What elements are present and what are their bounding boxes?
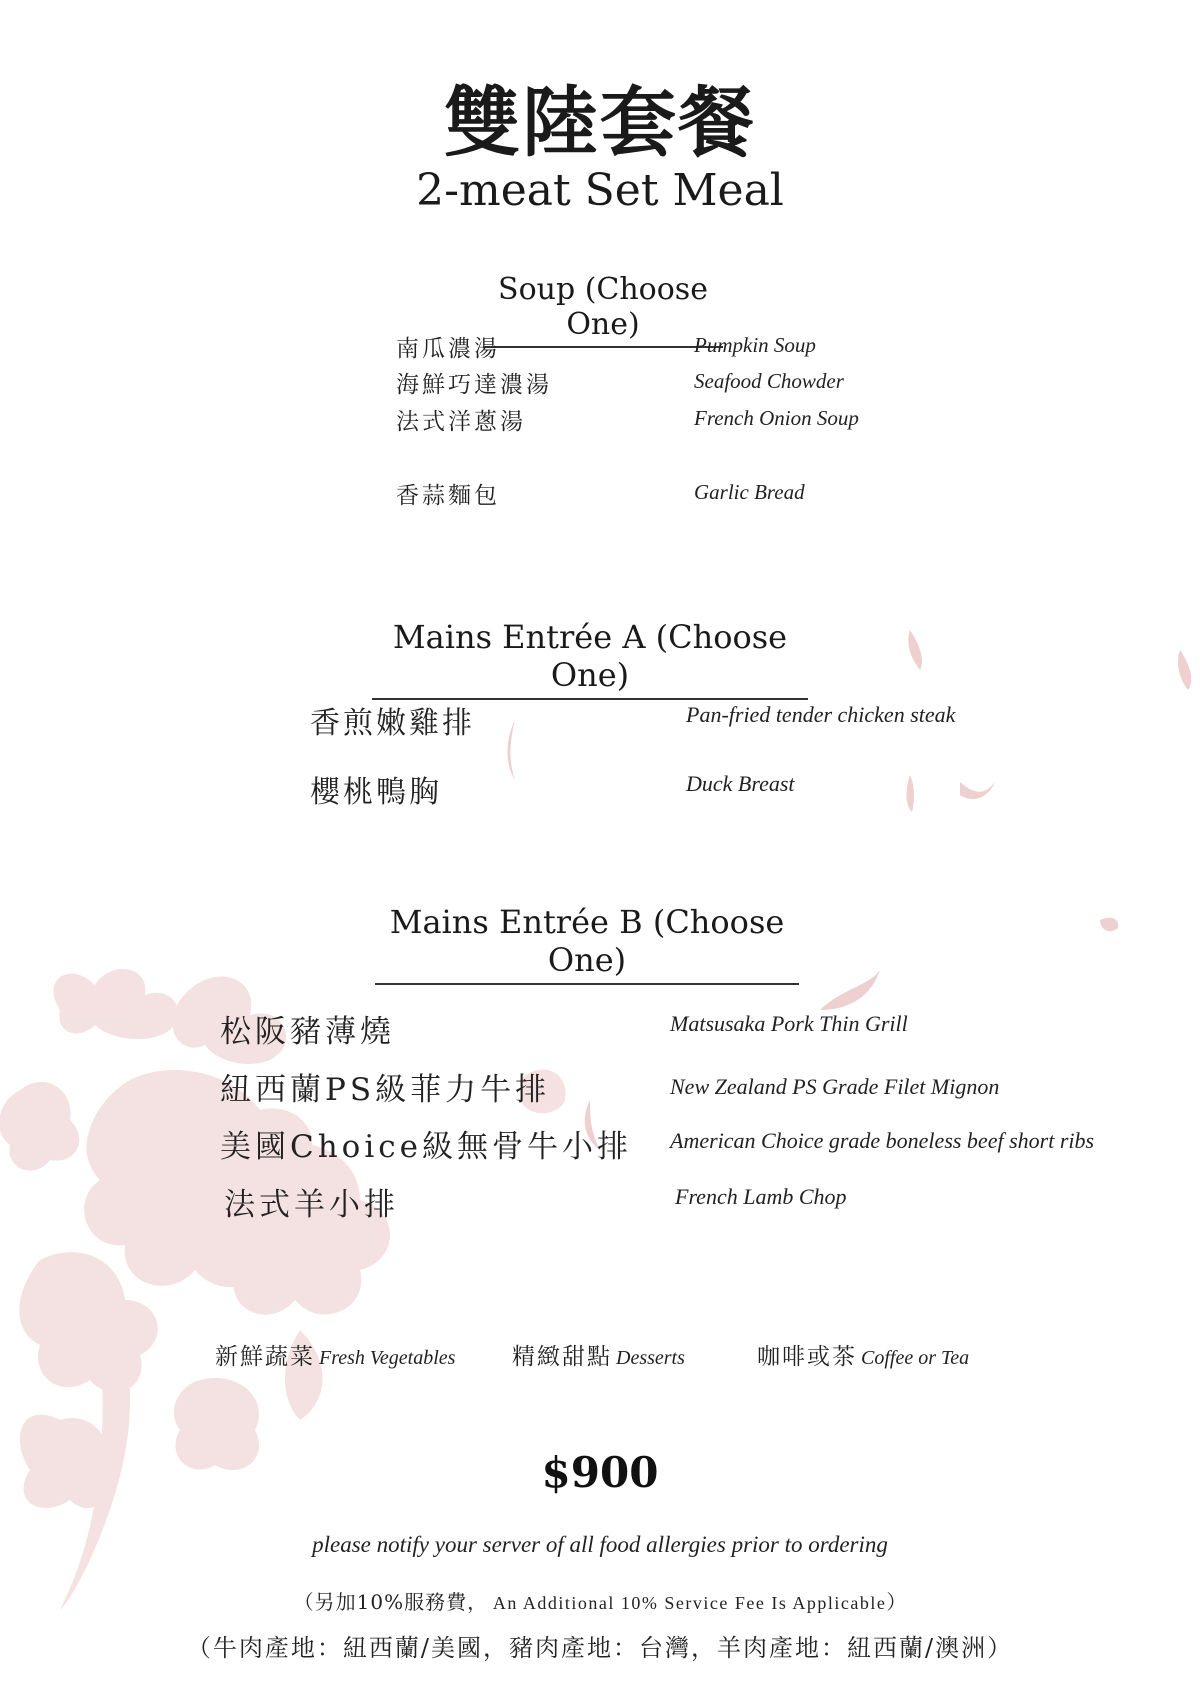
mains-b-item-zh: 法式羊小排 xyxy=(224,1187,399,1223)
soup-item-zh: 法式洋蔥湯 xyxy=(396,409,526,435)
extra-item-en: Desserts xyxy=(616,1347,685,1369)
soup-heading: Soup (Choose One) xyxy=(483,272,723,348)
allergy-note: please notify your server of all food allergies prior to ordering xyxy=(312,1532,888,1557)
soup-item-zh: 南瓜濃湯 xyxy=(396,336,500,362)
mains-a-item-en: Duck Breast xyxy=(686,771,795,796)
service-fee-close: ） xyxy=(886,1590,907,1614)
soup-item-en: Pumpkin Soup xyxy=(694,333,816,357)
origin-note: （牛肉產地：紐西蘭/美國，豬肉產地：台灣，羊肉產地：紐西蘭/澳洲） xyxy=(186,1634,1014,1662)
extra-item-zh: 新鮮蔬菜 xyxy=(215,1344,315,1370)
mains-a-item-zh: 櫻桃鴨胸 xyxy=(310,775,442,810)
mains-b-item-zh: 松阪豬薄燒 xyxy=(220,1014,395,1050)
mains-b-item-en: New Zealand PS Grade Filet Mignon xyxy=(670,1074,1000,1099)
mains-b-item-en: French Lamb Chop xyxy=(675,1184,847,1209)
mains-a-heading: Mains Entrée A (Choose One) xyxy=(372,618,808,700)
soup-item-en: Seafood Chowder xyxy=(694,369,844,393)
mains-a-item-en: Pan-fried tender chicken steak xyxy=(686,702,956,727)
mains-b-item-en: American Choice grade boneless beef short ribs xyxy=(670,1128,1095,1153)
mains-b-item-en: Matsusaka Pork Thin Grill xyxy=(670,1011,908,1036)
service-fee-note xyxy=(0,1586,1200,1615)
extra-item-zh: 咖啡或茶 xyxy=(757,1344,857,1370)
mains-b-item-zh: 美國Choice級無骨牛小排 xyxy=(220,1129,632,1165)
page-title-zh: 雙陸套餐 xyxy=(444,78,756,167)
extra-item xyxy=(757,1338,969,1371)
extra-item-zh: 精緻甜點 xyxy=(512,1344,612,1370)
mains-b-item-zh: 紐西蘭PS級菲力牛排 xyxy=(220,1072,551,1108)
extra-item-en: Fresh Vegetables xyxy=(319,1347,456,1369)
mains-b-heading: Mains Entrée B (Choose One) xyxy=(375,903,799,985)
price: $900 xyxy=(541,1448,659,1497)
service-fee-en: An Additional 10% Service Fee Is Applicable xyxy=(492,1593,887,1613)
page-title-en: 2-meat Set Meal xyxy=(416,165,784,216)
extra-item xyxy=(512,1338,685,1371)
service-fee-zh: （另加10%服務費， xyxy=(293,1590,489,1614)
soup-item-en: French Onion Soup xyxy=(694,406,859,430)
soup-item-zh: 海鮮巧達濃湯 xyxy=(396,372,552,398)
bread-item-en: Garlic Bread xyxy=(694,480,805,504)
bread-item-zh: 香蒜麵包 xyxy=(396,483,500,509)
extra-item-en: Coffee or Tea xyxy=(861,1347,970,1369)
mains-a-item-zh: 香煎嫩雞排 xyxy=(310,706,475,741)
extra-item xyxy=(215,1338,455,1371)
